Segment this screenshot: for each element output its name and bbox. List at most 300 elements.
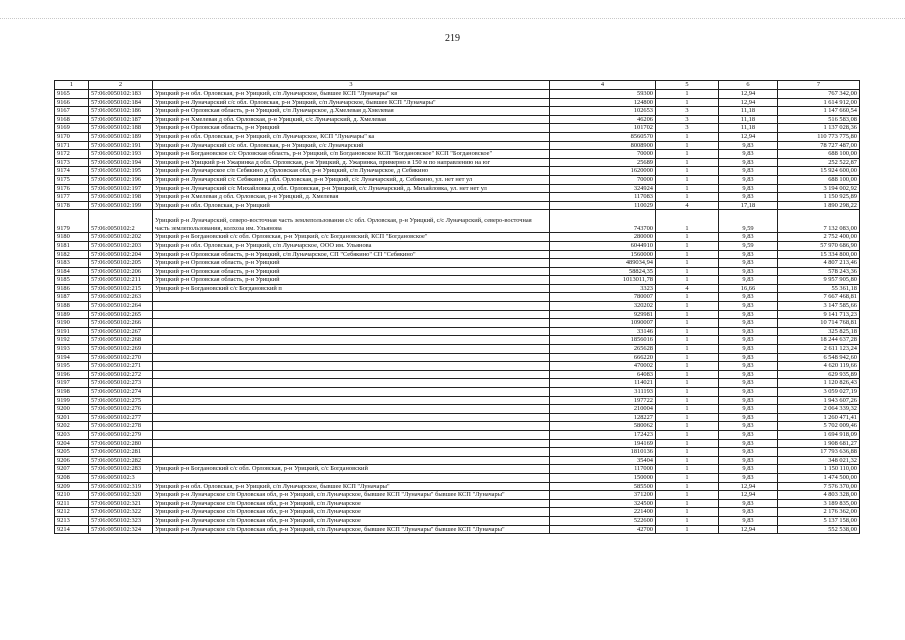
row-number-cell: 9208 (55, 473, 89, 482)
rate-cell: 12,94 (719, 491, 778, 500)
rate-cell: 9,83 (719, 422, 778, 431)
cadastral-number-cell: 57:06:0050102:191 (89, 141, 153, 150)
cadastral-number-cell: 57:06:0050102:282 (89, 456, 153, 465)
row-number-cell: 9204 (55, 439, 89, 448)
table-row (55, 158, 860, 167)
row-number-cell: 9201 (55, 413, 89, 422)
cadastral-number-cell: 57:06:0050102:269 (89, 345, 153, 354)
cadastral-value-cell: 2 176 362,00 (778, 508, 860, 517)
row-number-cell: 9205 (55, 448, 89, 457)
group-cell: 3 (656, 107, 719, 116)
group-cell: 1 (656, 210, 719, 233)
area-cell: 150000 (550, 473, 656, 482)
cadastral-number-cell: 57:06:0050102:2 (89, 210, 153, 233)
address-cell: Урицкий р-н Луначарское с/п Орловская обл, р-н Урицкий, с/п Луначарское (153, 508, 550, 517)
group-cell: 1 (656, 370, 719, 379)
address-cell: Урицкий р-н Луначарское с/п Орловская обл, р-н Урицкий, с/п Луначарское, бывшее КСП "Луначары" бывшее КСП "Луначары" (153, 491, 550, 500)
row-number-cell: 9188 (55, 302, 89, 311)
table-row (55, 150, 860, 159)
group-cell: 1 (656, 388, 719, 397)
rate-cell: 9,83 (719, 250, 778, 259)
cadastral-number-cell: 57:06:0050102:188 (89, 124, 153, 133)
table-row (55, 336, 860, 345)
row-number-cell: 9214 (55, 525, 89, 534)
address-cell: Урицкий р-н обл. Орловская, р-н Урицкий, с/п Луначарское, бывшее КСП "Луначары" кв (153, 90, 550, 99)
row-number-cell: 9166 (55, 98, 89, 107)
group-cell: 1 (656, 430, 719, 439)
row-number-cell: 9168 (55, 115, 89, 124)
address-cell: Урицкий р-н Луначарский с/с обл. Орловская, р-н Урицкий, с/с Луначарский (153, 141, 550, 150)
scan-edge-noise (0, 18, 905, 20)
area-cell: 1810136 (550, 448, 656, 457)
address-cell: Урицкий р-н Орловская область, р-н Урицкий (153, 276, 550, 285)
area-cell: 124800 (550, 98, 656, 107)
cadastral-number-cell: 57:06:0050102:322 (89, 508, 153, 517)
cadastral-number-cell: 57:06:0050102:276 (89, 405, 153, 414)
row-number-cell: 9185 (55, 276, 89, 285)
table-row (55, 107, 860, 116)
table-row (55, 499, 860, 508)
address-cell: Урицкий р-н Урицкий р-н Ужаринка д обл. Орловская, р-н Урицкий, д. Ужаринка, примерно в 150 м по направлению на юг (153, 158, 550, 167)
address-cell (153, 448, 550, 457)
table-row (55, 98, 860, 107)
cadastral-number-cell: 57:06:0050102:184 (89, 98, 153, 107)
cadastral-value-cell: 3 147 585,66 (778, 302, 860, 311)
address-cell (153, 319, 550, 328)
group-cell: 1 (656, 473, 719, 482)
table-row (55, 482, 860, 491)
rate-cell: 9,83 (719, 150, 778, 159)
address-cell (153, 362, 550, 371)
rate-cell: 17,18 (719, 201, 778, 210)
cadastral-value-cell: 10 714 768,81 (778, 319, 860, 328)
rate-cell: 9,83 (719, 184, 778, 193)
cadastral-value-cell: 6 548 942,60 (778, 353, 860, 362)
cadastral-number-cell: 57:06:0050102:189 (89, 132, 153, 141)
address-cell (153, 422, 550, 431)
row-number-cell: 9171 (55, 141, 89, 150)
row-number-cell: 9210 (55, 491, 89, 500)
table-row (55, 327, 860, 336)
area-cell: 324500 (550, 499, 656, 508)
rate-cell: 9,83 (719, 465, 778, 474)
table-row (55, 473, 860, 482)
row-number-cell: 9178 (55, 201, 89, 210)
address-cell (153, 473, 550, 482)
table-row (55, 439, 860, 448)
column-header-2: 2 (89, 81, 153, 90)
group-cell: 1 (656, 293, 719, 302)
table-row (55, 267, 860, 276)
cadastral-number-cell: 57:06:0050102:266 (89, 319, 153, 328)
group-cell: 1 (656, 233, 719, 242)
area-cell: 585500 (550, 482, 656, 491)
address-cell (153, 327, 550, 336)
cadastral-number-cell: 57:06:0050102:265 (89, 310, 153, 319)
group-cell: 1 (656, 276, 719, 285)
cadastral-number-cell: 57:06:0050102:211 (89, 276, 153, 285)
table-row (55, 293, 860, 302)
page-number: 219 (445, 33, 460, 44)
address-cell: Урицкий р-н Орловская область, р-н Урицкий (153, 124, 550, 133)
address-cell (153, 388, 550, 397)
area-cell: 210004 (550, 405, 656, 414)
rate-cell: 9,83 (719, 456, 778, 465)
table-row (55, 201, 860, 210)
area-cell: 8560570 (550, 132, 656, 141)
row-number-cell: 9203 (55, 430, 89, 439)
group-cell: 1 (656, 345, 719, 354)
rate-cell: 16,66 (719, 284, 778, 293)
group-cell: 1 (656, 250, 719, 259)
cadastral-number-cell: 57:06:0050102:194 (89, 158, 153, 167)
cadastral-value-cell: 1 890 298,22 (778, 201, 860, 210)
cadastral-value-cell: 15 334 800,00 (778, 250, 860, 259)
row-number-cell: 9184 (55, 267, 89, 276)
row-number-cell: 9207 (55, 465, 89, 474)
rate-cell: 9,59 (719, 210, 778, 233)
column-header-3: 3 (153, 81, 550, 90)
cadastral-value-cell: 688 100,00 (778, 150, 860, 159)
table-row (55, 124, 860, 133)
cadastral-value-cell: 1 908 681,27 (778, 439, 860, 448)
table-row (55, 353, 860, 362)
table-row (55, 241, 860, 250)
cadastral-value-cell: 2 752 400,00 (778, 233, 860, 242)
area-cell: 33146 (550, 327, 656, 336)
table-row (55, 448, 860, 457)
group-cell: 1 (656, 362, 719, 371)
group-cell: 1 (656, 499, 719, 508)
address-cell (153, 345, 550, 354)
cadastral-number-cell: 57:06:0050102:275 (89, 396, 153, 405)
cadastral-value-cell: 688 100,00 (778, 175, 860, 184)
cadastral-number-cell: 57:06:0050102:321 (89, 499, 153, 508)
address-cell: Урицкий р-н Хмелевая д обл. Орловская, р-н Урицкий, с/с Луначарский, д. Хмелевая (153, 115, 550, 124)
row-number-cell: 9170 (55, 132, 89, 141)
cadastral-number-cell: 57:06:0050102:264 (89, 302, 153, 311)
cadastral-value-cell: 4 807 213,46 (778, 259, 860, 268)
cadastral-value-cell: 1 694 918,09 (778, 430, 860, 439)
cadastral-number-cell: 57:06:0050102:273 (89, 379, 153, 388)
cadastral-number-cell: 57:06:0050102:195 (89, 167, 153, 176)
table-row (55, 491, 860, 500)
table-row (55, 132, 860, 141)
cadastral-number-cell: 57:06:0050102:193 (89, 150, 153, 159)
row-number-cell: 9191 (55, 327, 89, 336)
cadastral-value-cell: 2 611 123,24 (778, 345, 860, 354)
area-cell: 128227 (550, 413, 656, 422)
cadastral-value-cell: 516 583,08 (778, 115, 860, 124)
area-cell: 929981 (550, 310, 656, 319)
cadastral-value-cell: 348 021,32 (778, 456, 860, 465)
area-cell: 743700 (550, 210, 656, 233)
cadastral-value-cell: 1 614 912,00 (778, 98, 860, 107)
area-cell: 311193 (550, 388, 656, 397)
area-cell: 522600 (550, 516, 656, 525)
rate-cell: 9,83 (719, 267, 778, 276)
row-number-cell: 9183 (55, 259, 89, 268)
rate-cell: 9,83 (719, 233, 778, 242)
table-row (55, 175, 860, 184)
row-number-cell: 9165 (55, 90, 89, 99)
rate-cell: 9,83 (719, 302, 778, 311)
rate-cell: 9,83 (719, 516, 778, 525)
address-cell (153, 439, 550, 448)
column-header-6: 6 (719, 81, 778, 90)
address-cell (153, 396, 550, 405)
address-cell: Урицкий р-н Богдановский с/с Богдановский п (153, 284, 550, 293)
address-cell: Урицкий р-н Луначарский с/с Михайловка д обл. Орловская, р-н Урицкий, с/с Луначарский, д. Михайловка, ул. нет нет ул (153, 184, 550, 193)
column-header-5: 5 (656, 81, 719, 90)
table-row (55, 388, 860, 397)
table-body (55, 90, 860, 534)
table-row (55, 362, 860, 371)
group-cell: 4 (656, 201, 719, 210)
area-cell: 172423 (550, 430, 656, 439)
cadastral-value-cell: 3 194 002,92 (778, 184, 860, 193)
cadastral-number-cell: 57:06:0050102:277 (89, 413, 153, 422)
table-row (55, 345, 860, 354)
group-cell: 1 (656, 439, 719, 448)
table-row (55, 276, 860, 285)
cadastral-number-cell: 57:06:0050102:196 (89, 175, 153, 184)
cadastral-value-cell: 3 189 835,00 (778, 499, 860, 508)
table-row (55, 405, 860, 414)
area-cell: 117083 (550, 193, 656, 202)
table-row (55, 456, 860, 465)
area-cell: 780007 (550, 293, 656, 302)
group-cell: 1 (656, 241, 719, 250)
table-row (55, 370, 860, 379)
group-cell: 1 (656, 302, 719, 311)
area-cell: 194169 (550, 439, 656, 448)
group-cell: 1 (656, 353, 719, 362)
rate-cell: 9,83 (719, 388, 778, 397)
cadastral-number-cell: 57:06:0050102:202 (89, 233, 153, 242)
cadastral-number-cell: 57:06:0050102:281 (89, 448, 153, 457)
address-cell (153, 405, 550, 414)
cadastral-number-cell: 57:06:0050102:274 (89, 388, 153, 397)
rate-cell: 11,18 (719, 107, 778, 116)
row-number-cell: 9167 (55, 107, 89, 116)
rate-cell: 9,83 (719, 448, 778, 457)
row-number-cell: 9172 (55, 150, 89, 159)
cadastral-number-cell: 57:06:0050102:205 (89, 259, 153, 268)
rate-cell: 9,83 (719, 499, 778, 508)
cadastral-number-cell: 57:06:0050102:198 (89, 193, 153, 202)
cadastral-value-cell: 7 576 370,00 (778, 482, 860, 491)
area-cell: 64083 (550, 370, 656, 379)
area-cell: 58824,35 (550, 267, 656, 276)
cadastral-value-cell: 1 150 925,89 (778, 193, 860, 202)
cadastral-number-cell: 57:06:0050102:272 (89, 370, 153, 379)
row-number-cell: 9175 (55, 175, 89, 184)
group-cell: 1 (656, 193, 719, 202)
row-number-cell: 9196 (55, 370, 89, 379)
rate-cell: 9,83 (719, 353, 778, 362)
table-row (55, 396, 860, 405)
row-number-cell: 9195 (55, 362, 89, 371)
row-number-cell: 9200 (55, 405, 89, 414)
cadastral-value-cell: 1 150 110,00 (778, 465, 860, 474)
rate-cell: 9,83 (719, 405, 778, 414)
area-cell: 221400 (550, 508, 656, 517)
area-cell: 35404 (550, 456, 656, 465)
group-cell: 1 (656, 319, 719, 328)
cadastral-number-cell: 57:06:0050102:270 (89, 353, 153, 362)
cadastral-value-cell: 578 243,36 (778, 267, 860, 276)
address-cell: Урицкий р-н Орловская область, р-н Урицкий, с/п Луначарское, д.Хмелевая д.Хмелевая (153, 107, 550, 116)
cadastral-value-cell: 629 935,89 (778, 370, 860, 379)
cadastral-value-cell: 5 702 009,46 (778, 422, 860, 431)
cadastral-number-cell: 57:06:0050102:278 (89, 422, 153, 431)
rate-cell: 12,94 (719, 482, 778, 491)
address-cell: Урицкий р-н Орловская область, р-н Урицкий, с/п Луначарское, СП "Себякино" СП "Себякино" (153, 250, 550, 259)
rate-cell: 9,83 (719, 193, 778, 202)
group-cell: 1 (656, 379, 719, 388)
cadastral-value-cell: 767 342,00 (778, 90, 860, 99)
group-cell: 1 (656, 508, 719, 517)
group-cell: 1 (656, 482, 719, 491)
rate-cell: 9,83 (719, 413, 778, 422)
cadastral-number-cell: 57:06:0050102:183 (89, 90, 153, 99)
cadastral-number-cell: 57:06:0050102:197 (89, 184, 153, 193)
address-cell (153, 379, 550, 388)
area-cell: 114021 (550, 379, 656, 388)
rate-cell: 9,83 (719, 327, 778, 336)
cadastral-value-cell: 78 727 487,00 (778, 141, 860, 150)
table-row (55, 90, 860, 99)
rate-cell: 9,83 (719, 345, 778, 354)
row-number-cell: 9189 (55, 310, 89, 319)
cadastral-value-cell: 4 803 328,00 (778, 491, 860, 500)
group-cell: 1 (656, 259, 719, 268)
table-row (55, 184, 860, 193)
table-row (55, 430, 860, 439)
address-cell: Урицкий р-н обл. Орловская, р-н Урицкий (153, 201, 550, 210)
area-cell: 117000 (550, 465, 656, 474)
cadastral-value-cell: 1 943 607,26 (778, 396, 860, 405)
row-number-cell: 9187 (55, 293, 89, 302)
address-cell: Урицкий р-н Богдановское с/с Орловская область, р-н Урицкий, с/п Богдановское КСП "Богдановское" КСП "Богдановское" (153, 150, 550, 159)
area-cell: 470002 (550, 362, 656, 371)
rate-cell: 9,83 (719, 362, 778, 371)
cadastral-value-cell: 552 538,00 (778, 525, 860, 534)
group-cell: 3 (656, 124, 719, 133)
cadastral-value-cell: 2 064 339,32 (778, 405, 860, 414)
rate-cell: 9,83 (719, 508, 778, 517)
cadastral-value-cell: 1 260 471,41 (778, 413, 860, 422)
row-number-cell: 9213 (55, 516, 89, 525)
row-number-cell: 9212 (55, 508, 89, 517)
cadastral-number-cell: 57:06:0050102:199 (89, 201, 153, 210)
cadastral-number-cell: 57:06:0050102:271 (89, 362, 153, 371)
rate-cell: 12,94 (719, 90, 778, 99)
address-cell: Урицкий р-н Хмелевая д обл. Орловская, р-н Урицкий, д. Хмелевая (153, 193, 550, 202)
cadastral-value-cell: 9 141 713,23 (778, 310, 860, 319)
table-row (55, 141, 860, 150)
address-cell: Урицкий р-н Луначарский с/с Себякино д обл. Орловская, р-н Урицкий, с/с Луначарский, д. Себякино, ул. нет нет ул (153, 175, 550, 184)
table-row (55, 115, 860, 124)
address-cell: Урицкий р-н Богдановский с/с обл. Орловская, р-н Урицкий, с/с Богдановский (153, 465, 550, 474)
group-cell: 1 (656, 465, 719, 474)
table-row (55, 516, 860, 525)
group-cell: 3 (656, 115, 719, 124)
address-cell: Урицкий р-н обл. Орловская, р-н Урицкий, с/п Луначарское, ООО им. Ульянова (153, 241, 550, 250)
row-number-cell: 9198 (55, 388, 89, 397)
cadastral-number-cell: 57:06:0050102:268 (89, 336, 153, 345)
row-number-cell: 9202 (55, 422, 89, 431)
group-cell: 1 (656, 525, 719, 534)
row-number-cell: 9174 (55, 167, 89, 176)
area-cell: 8008900 (550, 141, 656, 150)
table-row (55, 250, 860, 259)
group-cell: 1 (656, 184, 719, 193)
address-cell (153, 370, 550, 379)
cadastral-registry-table (54, 80, 860, 534)
table-row (55, 259, 860, 268)
area-cell: 25689 (550, 158, 656, 167)
cadastral-value-cell: 110 773 775,80 (778, 132, 860, 141)
rate-cell: 9,83 (719, 473, 778, 482)
area-cell: 110029 (550, 201, 656, 210)
table-row (55, 465, 860, 474)
cadastral-number-cell: 57:06:0050102:3 (89, 473, 153, 482)
cadastral-value-cell: 3 059 027,19 (778, 388, 860, 397)
area-cell: 489034,94 (550, 259, 656, 268)
group-cell: 1 (656, 132, 719, 141)
rate-cell: 9,83 (719, 336, 778, 345)
row-number-cell: 9206 (55, 456, 89, 465)
area-cell: 70000 (550, 150, 656, 159)
cadastral-number-cell: 57:06:0050102:187 (89, 115, 153, 124)
area-cell: 101702 (550, 124, 656, 133)
rate-cell: 9,83 (719, 379, 778, 388)
rate-cell: 9,83 (719, 439, 778, 448)
column-header-7: 7 (778, 81, 860, 90)
cadastral-number-cell: 57:06:0050102:280 (89, 439, 153, 448)
area-cell: 42700 (550, 525, 656, 534)
table-row (55, 284, 860, 293)
cadastral-number-cell: 57:06:0050102:319 (89, 482, 153, 491)
column-header-4: 4 (550, 81, 656, 90)
row-number-cell: 9199 (55, 396, 89, 405)
cadastral-number-cell: 57:06:0050102:215 (89, 284, 153, 293)
area-cell: 324924 (550, 184, 656, 193)
group-cell: 1 (656, 405, 719, 414)
address-cell: Урицкий р-н обл. Орловская, р-н Урицкий, с/п Луначарское, КСП "Луначары" ка (153, 132, 550, 141)
group-cell: 1 (656, 422, 719, 431)
cadastral-value-cell: 252 522,87 (778, 158, 860, 167)
row-number-cell: 9180 (55, 233, 89, 242)
address-cell (153, 413, 550, 422)
column-header-1: 1 (55, 81, 89, 90)
group-cell: 4 (656, 284, 719, 293)
table-row (55, 422, 860, 431)
cadastral-value-cell: 4 620 119,66 (778, 362, 860, 371)
rate-cell: 9,83 (719, 310, 778, 319)
cadastral-number-cell: 57:06:0050102:320 (89, 491, 153, 500)
cadastral-number-cell: 57:06:0050102:267 (89, 327, 153, 336)
table-row (55, 379, 860, 388)
address-cell (153, 430, 550, 439)
cadastral-number-cell: 57:06:0050102:203 (89, 241, 153, 250)
rate-cell: 9,83 (719, 396, 778, 405)
address-cell: Урицкий р-н Орловская область, р-н Урицкий (153, 259, 550, 268)
row-number-cell: 9211 (55, 499, 89, 508)
address-cell (153, 293, 550, 302)
